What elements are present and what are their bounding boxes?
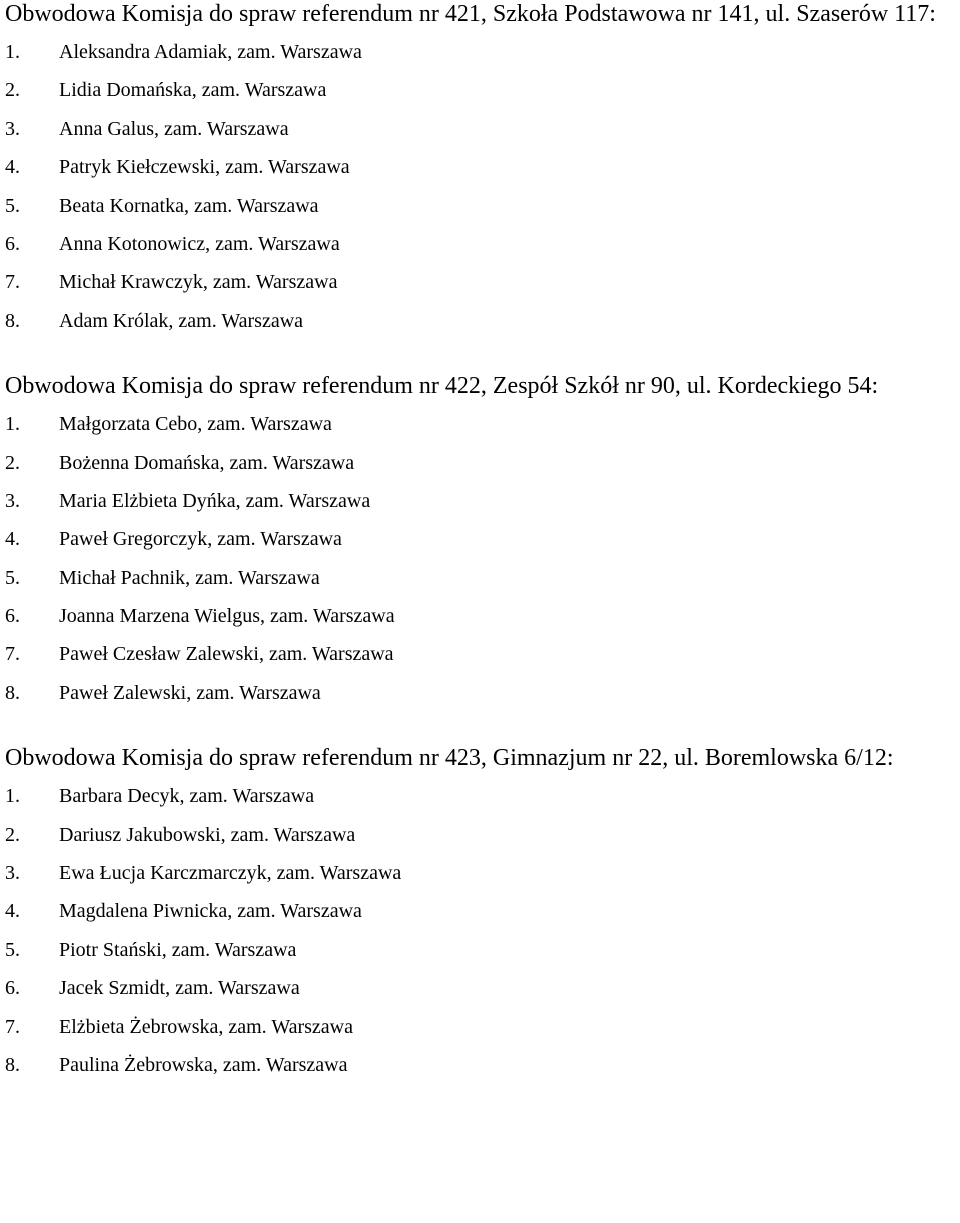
member-entry: Piotr Stański, zam. Warszawa [59, 938, 297, 961]
item-number: 5. [5, 566, 20, 589]
item-number: 4. [5, 900, 20, 923]
list-item [5, 263, 955, 301]
commission-section-423 [5, 740, 955, 1084]
member-entry: Paulina Żebrowska, zam. Warszawa [59, 1053, 348, 1076]
list-item [5, 674, 955, 712]
member-entry: Adam Królak, zam. Warszawa [59, 309, 304, 332]
member-entry: Maria Elżbieta Dyńka, zam. Warszawa [59, 489, 371, 512]
member-entry: Ewa Łucja Karczmarczyk, zam. Warszawa [59, 862, 402, 885]
member-entry: Anna Kotonowicz, zam. Warszawa [59, 232, 340, 255]
list-item [5, 854, 955, 892]
item-number: 8. [5, 1053, 20, 1076]
member-entry: Jacek Szmidt, zam. Warszawa [59, 977, 300, 1000]
item-number: 4. [5, 156, 20, 179]
list-item [5, 148, 955, 186]
document-page [5, 0, 955, 1084]
list-item [5, 520, 955, 558]
item-number: 2. [5, 823, 20, 846]
item-number: 5. [5, 194, 20, 217]
member-entry: Bożenna Domańska, zam. Warszawa [59, 451, 355, 474]
item-number: 1. [5, 41, 20, 63]
list-item [5, 597, 955, 635]
item-number: 7. [5, 271, 20, 294]
list-item [5, 1046, 955, 1084]
item-number: 3. [5, 489, 20, 512]
list-item [5, 187, 955, 225]
list-item [5, 969, 955, 1007]
member-entry: Paweł Zalewski, zam. Warszawa [59, 681, 321, 704]
member-entry: Elżbieta Żebrowska, zam. Warszawa [59, 1015, 353, 1038]
list-item [5, 816, 955, 854]
member-entry: Barbara Decyk, zam. Warszawa [59, 785, 315, 808]
item-number: 6. [5, 977, 20, 1000]
item-number: 2. [5, 79, 20, 102]
list-item [5, 405, 955, 443]
list-item [5, 444, 955, 482]
list-item [5, 302, 955, 340]
commission-heading: Obwodowa Komisja do spraw referendum nr 421, Szkoła Podstawowa nr 141, ul. Szaserów 117: [5, 1, 936, 27]
member-list [5, 777, 955, 1084]
item-number: 8. [5, 681, 20, 704]
commission-heading: Obwodowa Komisja do spraw referendum nr 423, Gimnazjum nr 22, ul. Boremlowska 6/12: [5, 745, 894, 772]
list-item [5, 71, 955, 109]
member-list [5, 405, 955, 712]
member-list [5, 33, 955, 340]
member-entry: Dariusz Jakubowski, zam. Warszawa [59, 823, 356, 846]
list-item [5, 33, 955, 71]
list-item [5, 225, 955, 263]
commission-section-421 [5, 0, 955, 340]
item-number: 5. [5, 938, 20, 961]
member-entry: Patryk Kiełczewski, zam. Warszawa [59, 156, 350, 179]
item-number: 1. [5, 413, 20, 436]
member-entry: Anna Galus, zam. Warszawa [59, 117, 289, 140]
member-entry: Aleksandra Adamiak, zam. Warszawa [59, 41, 362, 63]
list-item [5, 777, 955, 815]
commission-heading: Obwodowa Komisja do spraw referendum nr 422, Zespół Szkół nr 90, ul. Kordeckiego 54: [5, 373, 879, 400]
list-item [5, 892, 955, 930]
member-entry: Paweł Czesław Zalewski, zam. Warszawa [59, 643, 394, 666]
commission-section-422 [5, 368, 955, 712]
member-entry: Michał Pachnik, zam. Warszawa [59, 566, 320, 589]
member-entry: Beata Kornatka, zam. Warszawa [59, 194, 319, 217]
member-entry: Joanna Marzena Wielgus, zam. Warszawa [59, 605, 395, 628]
item-number: 3. [5, 862, 20, 885]
item-number: 7. [5, 643, 20, 666]
member-entry: Małgorzata Cebo, zam. Warszawa [59, 413, 332, 436]
list-item [5, 931, 955, 969]
item-number: 3. [5, 117, 20, 140]
member-entry: Michał Krawczyk, zam. Warszawa [59, 271, 338, 294]
list-item [5, 110, 955, 148]
item-number: 8. [5, 309, 20, 332]
list-item [5, 635, 955, 673]
list-item [5, 482, 955, 520]
member-entry: Magdalena Piwnicka, zam. Warszawa [59, 900, 362, 923]
item-number: 2. [5, 451, 20, 474]
item-number: 4. [5, 528, 20, 551]
item-number: 6. [5, 605, 20, 628]
item-number: 1. [5, 785, 20, 808]
member-entry: Paweł Gregorczyk, zam. Warszawa [59, 528, 342, 551]
list-item [5, 559, 955, 597]
item-number: 7. [5, 1015, 20, 1038]
list-item [5, 1008, 955, 1046]
member-entry: Lidia Domańska, zam. Warszawa [59, 79, 327, 102]
item-number: 6. [5, 232, 20, 255]
